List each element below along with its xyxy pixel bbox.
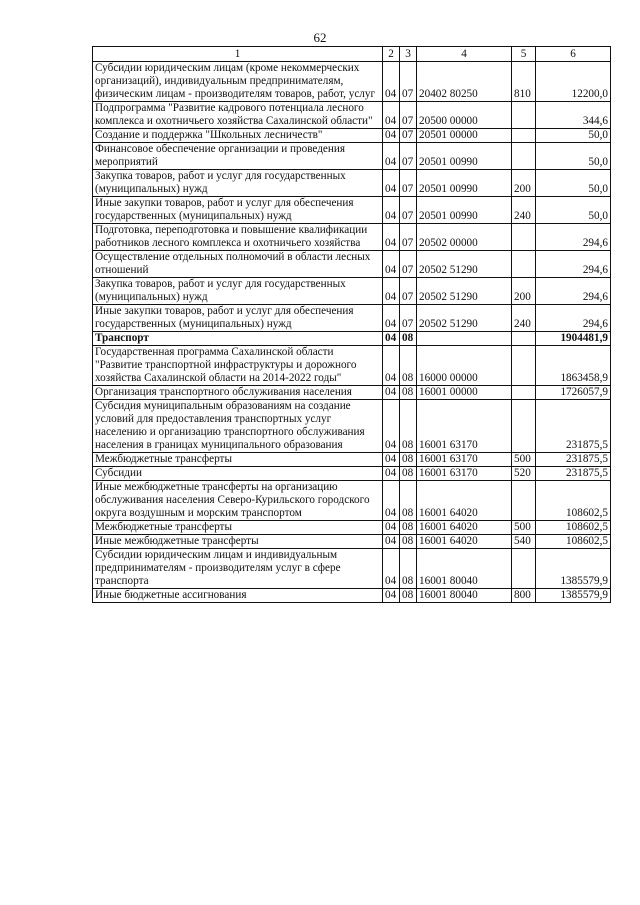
row-target-code: 20502 51290 <box>417 278 512 305</box>
row-name: Иные закупки товаров, работ и услуг для обеспечения государственных (муниципальных) нужд <box>93 197 383 224</box>
table-row <box>93 129 611 143</box>
table-row <box>93 535 611 549</box>
header-col-6: 6 <box>536 47 611 62</box>
row-name: Государственная программа Сахалинской области "Развитие транспортной инфраструктуры и дорожного хозяйства Сахалинской области на 2014-2022 годы" <box>93 346 383 386</box>
row-section-code: 04 <box>383 467 400 481</box>
row-name: Межбюджетные трансферты <box>93 453 383 467</box>
row-section-code: 04 <box>383 170 400 197</box>
row-name: Закупка товаров, работ и услуг для государственных (муниципальных) нужд <box>93 278 383 305</box>
row-expense-type <box>512 481 536 521</box>
row-name: Подготовка, переподготовка и повышение квалификации работников лесного комплекса и охотничьего хозяйства <box>93 224 383 251</box>
row-target-code: 20502 00000 <box>417 224 512 251</box>
page-number: 62 <box>313 30 327 45</box>
row-section-code: 04 <box>383 386 400 400</box>
row-target-code: 16001 80040 <box>417 589 512 603</box>
row-subsection-code: 08 <box>400 386 417 400</box>
row-name: Субсидии <box>93 467 383 481</box>
row-section-code: 04 <box>383 278 400 305</box>
table-row <box>93 251 611 278</box>
row-expense-type: 520 <box>512 467 536 481</box>
table-row <box>93 453 611 467</box>
table-row <box>93 589 611 603</box>
row-name: Субсидии юридическим лицам (кроме некоммерческих организаций), индивидуальным предпринимателям, физическим лицам - производителям товаров, работ, услуг <box>93 62 383 102</box>
row-name: Иные закупки товаров, работ и услуг для обеспечения государственных (муниципальных) нужд <box>93 305 383 332</box>
table-body <box>93 62 611 603</box>
row-expense-type <box>512 102 536 129</box>
row-subsection-code: 07 <box>400 143 417 170</box>
row-expense-type: 200 <box>512 170 536 197</box>
row-amount: 1385579,9 <box>536 549 611 589</box>
row-subsection-code: 08 <box>400 467 417 481</box>
row-section-code: 04 <box>383 549 400 589</box>
row-section-code: 04 <box>383 129 400 143</box>
table-row <box>93 467 611 481</box>
header-col-3: 3 <box>400 47 417 62</box>
row-amount: 231875,5 <box>536 453 611 467</box>
row-section-code: 04 <box>383 224 400 251</box>
row-amount: 1904481,9 <box>536 332 611 346</box>
row-target-code: 16001 63170 <box>417 453 512 467</box>
row-name: Иные межбюджетные трансферты <box>93 535 383 549</box>
row-amount: 108602,5 <box>536 481 611 521</box>
table-row <box>93 346 611 386</box>
row-expense-type: 240 <box>512 197 536 224</box>
row-subsection-code: 08 <box>400 549 417 589</box>
row-amount: 1385579,9 <box>536 589 611 603</box>
row-target-code: 20501 00000 <box>417 129 512 143</box>
row-expense-type: 240 <box>512 305 536 332</box>
table-row <box>93 549 611 589</box>
row-target-code: 20500 00000 <box>417 102 512 129</box>
row-subsection-code: 08 <box>400 589 417 603</box>
row-target-code: 16001 64020 <box>417 521 512 535</box>
table-row <box>93 102 611 129</box>
row-subsection-code: 07 <box>400 62 417 102</box>
row-amount: 231875,5 <box>536 467 611 481</box>
row-target-code: 16000 00000 <box>417 346 512 386</box>
row-name: Закупка товаров, работ и услуг для государственных (муниципальных) нужд <box>93 170 383 197</box>
row-target-code: 20501 00990 <box>417 170 512 197</box>
row-name: Транспорт <box>93 332 383 346</box>
row-name: Подпрограмма "Развитие кадрового потенциала лесного комплекса и охотничьего хозяйства Сахалинской области" <box>93 102 383 129</box>
row-subsection-code: 07 <box>400 197 417 224</box>
row-target-code: 20501 00990 <box>417 197 512 224</box>
row-name: Межбюджетные трансферты <box>93 521 383 535</box>
row-subsection-code: 08 <box>400 535 417 549</box>
row-name: Иные бюджетные ассигнования <box>93 589 383 603</box>
row-section-code: 04 <box>383 346 400 386</box>
row-amount: 50,0 <box>536 197 611 224</box>
row-amount: 294,6 <box>536 251 611 278</box>
table-row <box>93 62 611 102</box>
row-subsection-code: 07 <box>400 278 417 305</box>
table-row <box>93 278 611 305</box>
row-target-code: 20502 51290 <box>417 305 512 332</box>
table-row <box>93 224 611 251</box>
row-subsection-code: 07 <box>400 170 417 197</box>
row-section-code: 04 <box>383 521 400 535</box>
row-target-code: 16001 00000 <box>417 386 512 400</box>
table-row <box>93 521 611 535</box>
row-amount: 344,6 <box>536 102 611 129</box>
row-section-code: 04 <box>383 589 400 603</box>
row-name: Осуществление отдельных полномочий в области лесных отношений <box>93 251 383 278</box>
row-expense-type: 540 <box>512 535 536 549</box>
row-target-code: 20402 80250 <box>417 62 512 102</box>
row-name: Финансовое обеспечение организации и проведения мероприятий <box>93 143 383 170</box>
header-col-5: 5 <box>512 47 536 62</box>
row-subsection-code: 08 <box>400 453 417 467</box>
row-expense-type <box>512 549 536 589</box>
row-amount: 50,0 <box>536 143 611 170</box>
row-subsection-code: 08 <box>400 332 417 346</box>
row-target-code: 16001 64020 <box>417 535 512 549</box>
row-name: Создание и поддержка "Школьных лесничеств" <box>93 129 383 143</box>
row-section-code: 04 <box>383 535 400 549</box>
row-section-code: 04 <box>383 102 400 129</box>
header-col-1: 1 <box>93 47 383 62</box>
row-subsection-code: 07 <box>400 102 417 129</box>
header-col-4: 4 <box>417 47 512 62</box>
row-subsection-code: 07 <box>400 251 417 278</box>
row-section-code: 04 <box>383 332 400 346</box>
row-section-code: 04 <box>383 197 400 224</box>
row-expense-type: 810 <box>512 62 536 102</box>
row-amount: 1863458,9 <box>536 346 611 386</box>
row-amount: 50,0 <box>536 170 611 197</box>
table-row <box>93 170 611 197</box>
row-target-code: 16001 80040 <box>417 549 512 589</box>
table-row <box>93 386 611 400</box>
row-expense-type <box>512 251 536 278</box>
row-amount: 12200,0 <box>536 62 611 102</box>
row-subsection-code: 07 <box>400 224 417 251</box>
row-target-code: 20501 00990 <box>417 143 512 170</box>
row-amount: 108602,5 <box>536 521 611 535</box>
table-row <box>93 197 611 224</box>
row-subsection-code: 07 <box>400 305 417 332</box>
row-target-code: 16001 64020 <box>417 481 512 521</box>
row-name: Иные межбюджетные трансферты на организацию обслуживания населения Северо-Курильского городского округа воздушным и морским транспортом <box>93 481 383 521</box>
row-subsection-code: 08 <box>400 481 417 521</box>
row-amount: 108602,5 <box>536 535 611 549</box>
table-row <box>93 332 611 346</box>
row-amount: 231875,5 <box>536 400 611 453</box>
row-expense-type <box>512 346 536 386</box>
row-amount: 50,0 <box>536 129 611 143</box>
budget-table <box>92 46 611 603</box>
row-section-code: 04 <box>383 251 400 278</box>
row-expense-type <box>512 386 536 400</box>
row-section-code: 04 <box>383 453 400 467</box>
row-expense-type: 500 <box>512 453 536 467</box>
row-subsection-code: 08 <box>400 521 417 535</box>
table-header-row <box>93 47 611 62</box>
row-expense-type <box>512 400 536 453</box>
table-row <box>93 143 611 170</box>
table-row <box>93 305 611 332</box>
row-amount: 294,6 <box>536 224 611 251</box>
row-section-code: 04 <box>383 305 400 332</box>
row-target-code: 16001 63170 <box>417 400 512 453</box>
row-name: Организация транспортного обслуживания населения <box>93 386 383 400</box>
row-subsection-code: 07 <box>400 129 417 143</box>
row-expense-type: 500 <box>512 521 536 535</box>
table-row <box>93 400 611 453</box>
row-subsection-code: 08 <box>400 346 417 386</box>
row-target-code <box>417 332 512 346</box>
row-section-code: 04 <box>383 143 400 170</box>
row-expense-type <box>512 332 536 346</box>
row-expense-type: 200 <box>512 278 536 305</box>
table-row <box>93 481 611 521</box>
row-section-code: 04 <box>383 400 400 453</box>
row-expense-type <box>512 129 536 143</box>
header-col-2: 2 <box>383 47 400 62</box>
row-amount: 1726057,9 <box>536 386 611 400</box>
row-section-code: 04 <box>383 481 400 521</box>
row-subsection-code: 08 <box>400 400 417 453</box>
row-target-code: 20502 51290 <box>417 251 512 278</box>
row-expense-type: 800 <box>512 589 536 603</box>
row-name: Субсидия муниципальным образованиям на создание условий для предоставления транспортных услуг населению и организацию транспортного обслуживания населения в границах муниципального образования <box>93 400 383 453</box>
row-section-code: 04 <box>383 62 400 102</box>
row-expense-type <box>512 143 536 170</box>
row-amount: 294,6 <box>536 305 611 332</box>
row-expense-type <box>512 224 536 251</box>
row-name: Субсидии юридическим лицам и индивидуальным предпринимателям - производителям услуг в сфере транспорта <box>93 549 383 589</box>
row-amount: 294,6 <box>536 278 611 305</box>
row-target-code: 16001 63170 <box>417 467 512 481</box>
